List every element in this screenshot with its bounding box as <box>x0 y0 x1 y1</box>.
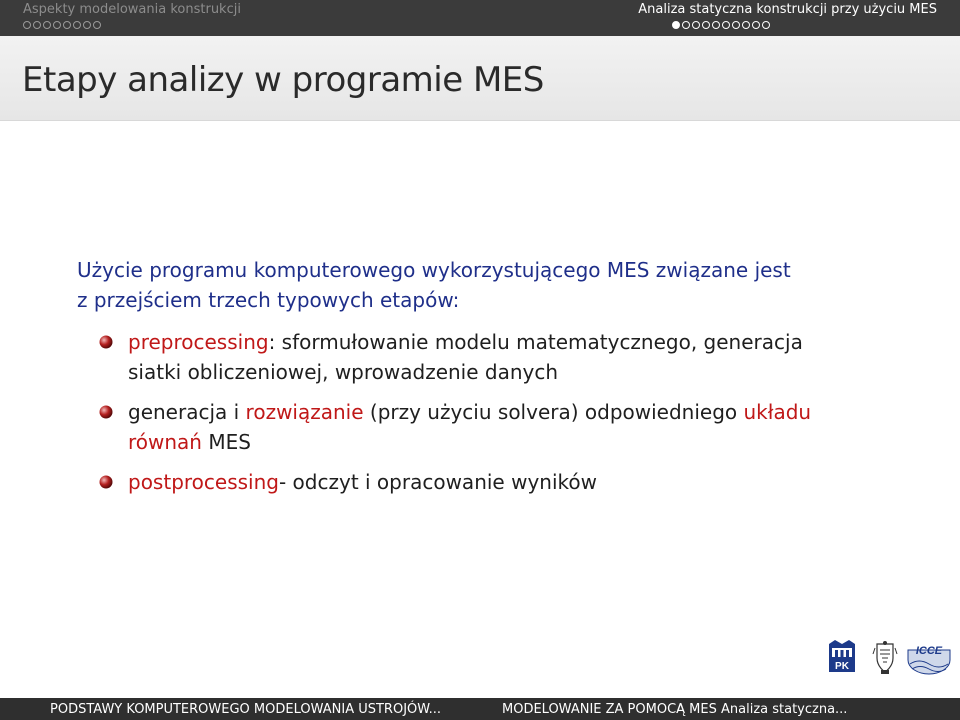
section-progress-dots <box>23 21 101 29</box>
icce-logo-label: ICCE <box>915 645 943 657</box>
crest-logo-icon <box>872 640 898 676</box>
stage-list <box>77 327 877 497</box>
list-item-preprocessing <box>77 327 877 387</box>
nav-dot[interactable] <box>752 21 760 29</box>
footer-title-link[interactable]: MODELOWANIE ZA POMOCĄ MES Analiza statyczna... <box>502 702 848 717</box>
nav-dot[interactable] <box>742 21 750 29</box>
solution-middle: (przy użyciu solvera) odpowiedniego <box>363 400 744 424</box>
preprocessing-description-line-2: siatki obliczeniowej, wprowadzenie danych <box>128 360 559 384</box>
term-ukladu: układu <box>743 400 812 424</box>
term-rownan: równań <box>128 430 202 454</box>
logos <box>828 640 953 680</box>
list-item-solution <box>77 397 877 457</box>
preprocessing-description: : sformułowanie modelu matematycznego, generacja <box>268 330 803 354</box>
title-band <box>0 36 960 121</box>
pk-logo-label: PK <box>835 661 849 672</box>
nav-dot[interactable] <box>73 21 81 29</box>
intro-paragraph <box>77 255 877 315</box>
nav-dot[interactable] <box>692 21 700 29</box>
top-navigation-bar <box>0 0 960 36</box>
nav-dot[interactable] <box>762 21 770 29</box>
ball-bullet-icon <box>99 405 113 419</box>
intro-line-2: z przejściem trzech typowych etapów: <box>77 288 460 312</box>
ball-bullet-icon <box>99 475 113 489</box>
nav-dot[interactable] <box>682 21 690 29</box>
footer-bar <box>0 698 960 720</box>
nav-dot[interactable] <box>93 21 101 29</box>
list-item-postprocessing <box>77 467 877 497</box>
nav-dot[interactable] <box>712 21 720 29</box>
icce-logo-icon <box>906 640 952 676</box>
term-preprocessing: preprocessing <box>128 330 269 354</box>
pk-logo-icon <box>828 640 856 674</box>
nav-dot[interactable] <box>672 21 680 29</box>
nav-dot[interactable] <box>63 21 71 29</box>
nav-dot[interactable] <box>702 21 710 29</box>
solution-suffix: MES <box>201 430 251 454</box>
slide-content <box>77 255 877 507</box>
nav-dot[interactable] <box>43 21 51 29</box>
footer-author-link[interactable]: PODSTAWY KOMPUTEROWEGO MODELOWANIA USTROJÓW... <box>50 702 442 717</box>
nav-dot[interactable] <box>33 21 41 29</box>
current-section-progress-dots <box>672 21 770 29</box>
slide-title: Etapy analizy w programie MES <box>22 60 544 100</box>
ball-bullet-icon <box>99 335 113 349</box>
section-title-link[interactable]: Aspekty modelowania konstrukcji <box>23 2 241 17</box>
nav-dot[interactable] <box>53 21 61 29</box>
nav-dot[interactable] <box>732 21 740 29</box>
postprocessing-description: - odczyt i opracowanie wyników <box>278 470 597 494</box>
nav-dot[interactable] <box>83 21 91 29</box>
term-postprocessing: postprocessing <box>128 470 279 494</box>
intro-line-1: Użycie programu komputerowego wykorzystującego MES związane jest <box>77 258 791 282</box>
nav-dot[interactable] <box>23 21 31 29</box>
solution-prefix: generacja i <box>128 400 246 424</box>
current-section-title-link[interactable]: Analiza statyczna konstrukcji przy użyciu MES <box>638 2 937 17</box>
term-rozwiazanie: rozwiązanie <box>245 400 364 424</box>
nav-dot[interactable] <box>722 21 730 29</box>
